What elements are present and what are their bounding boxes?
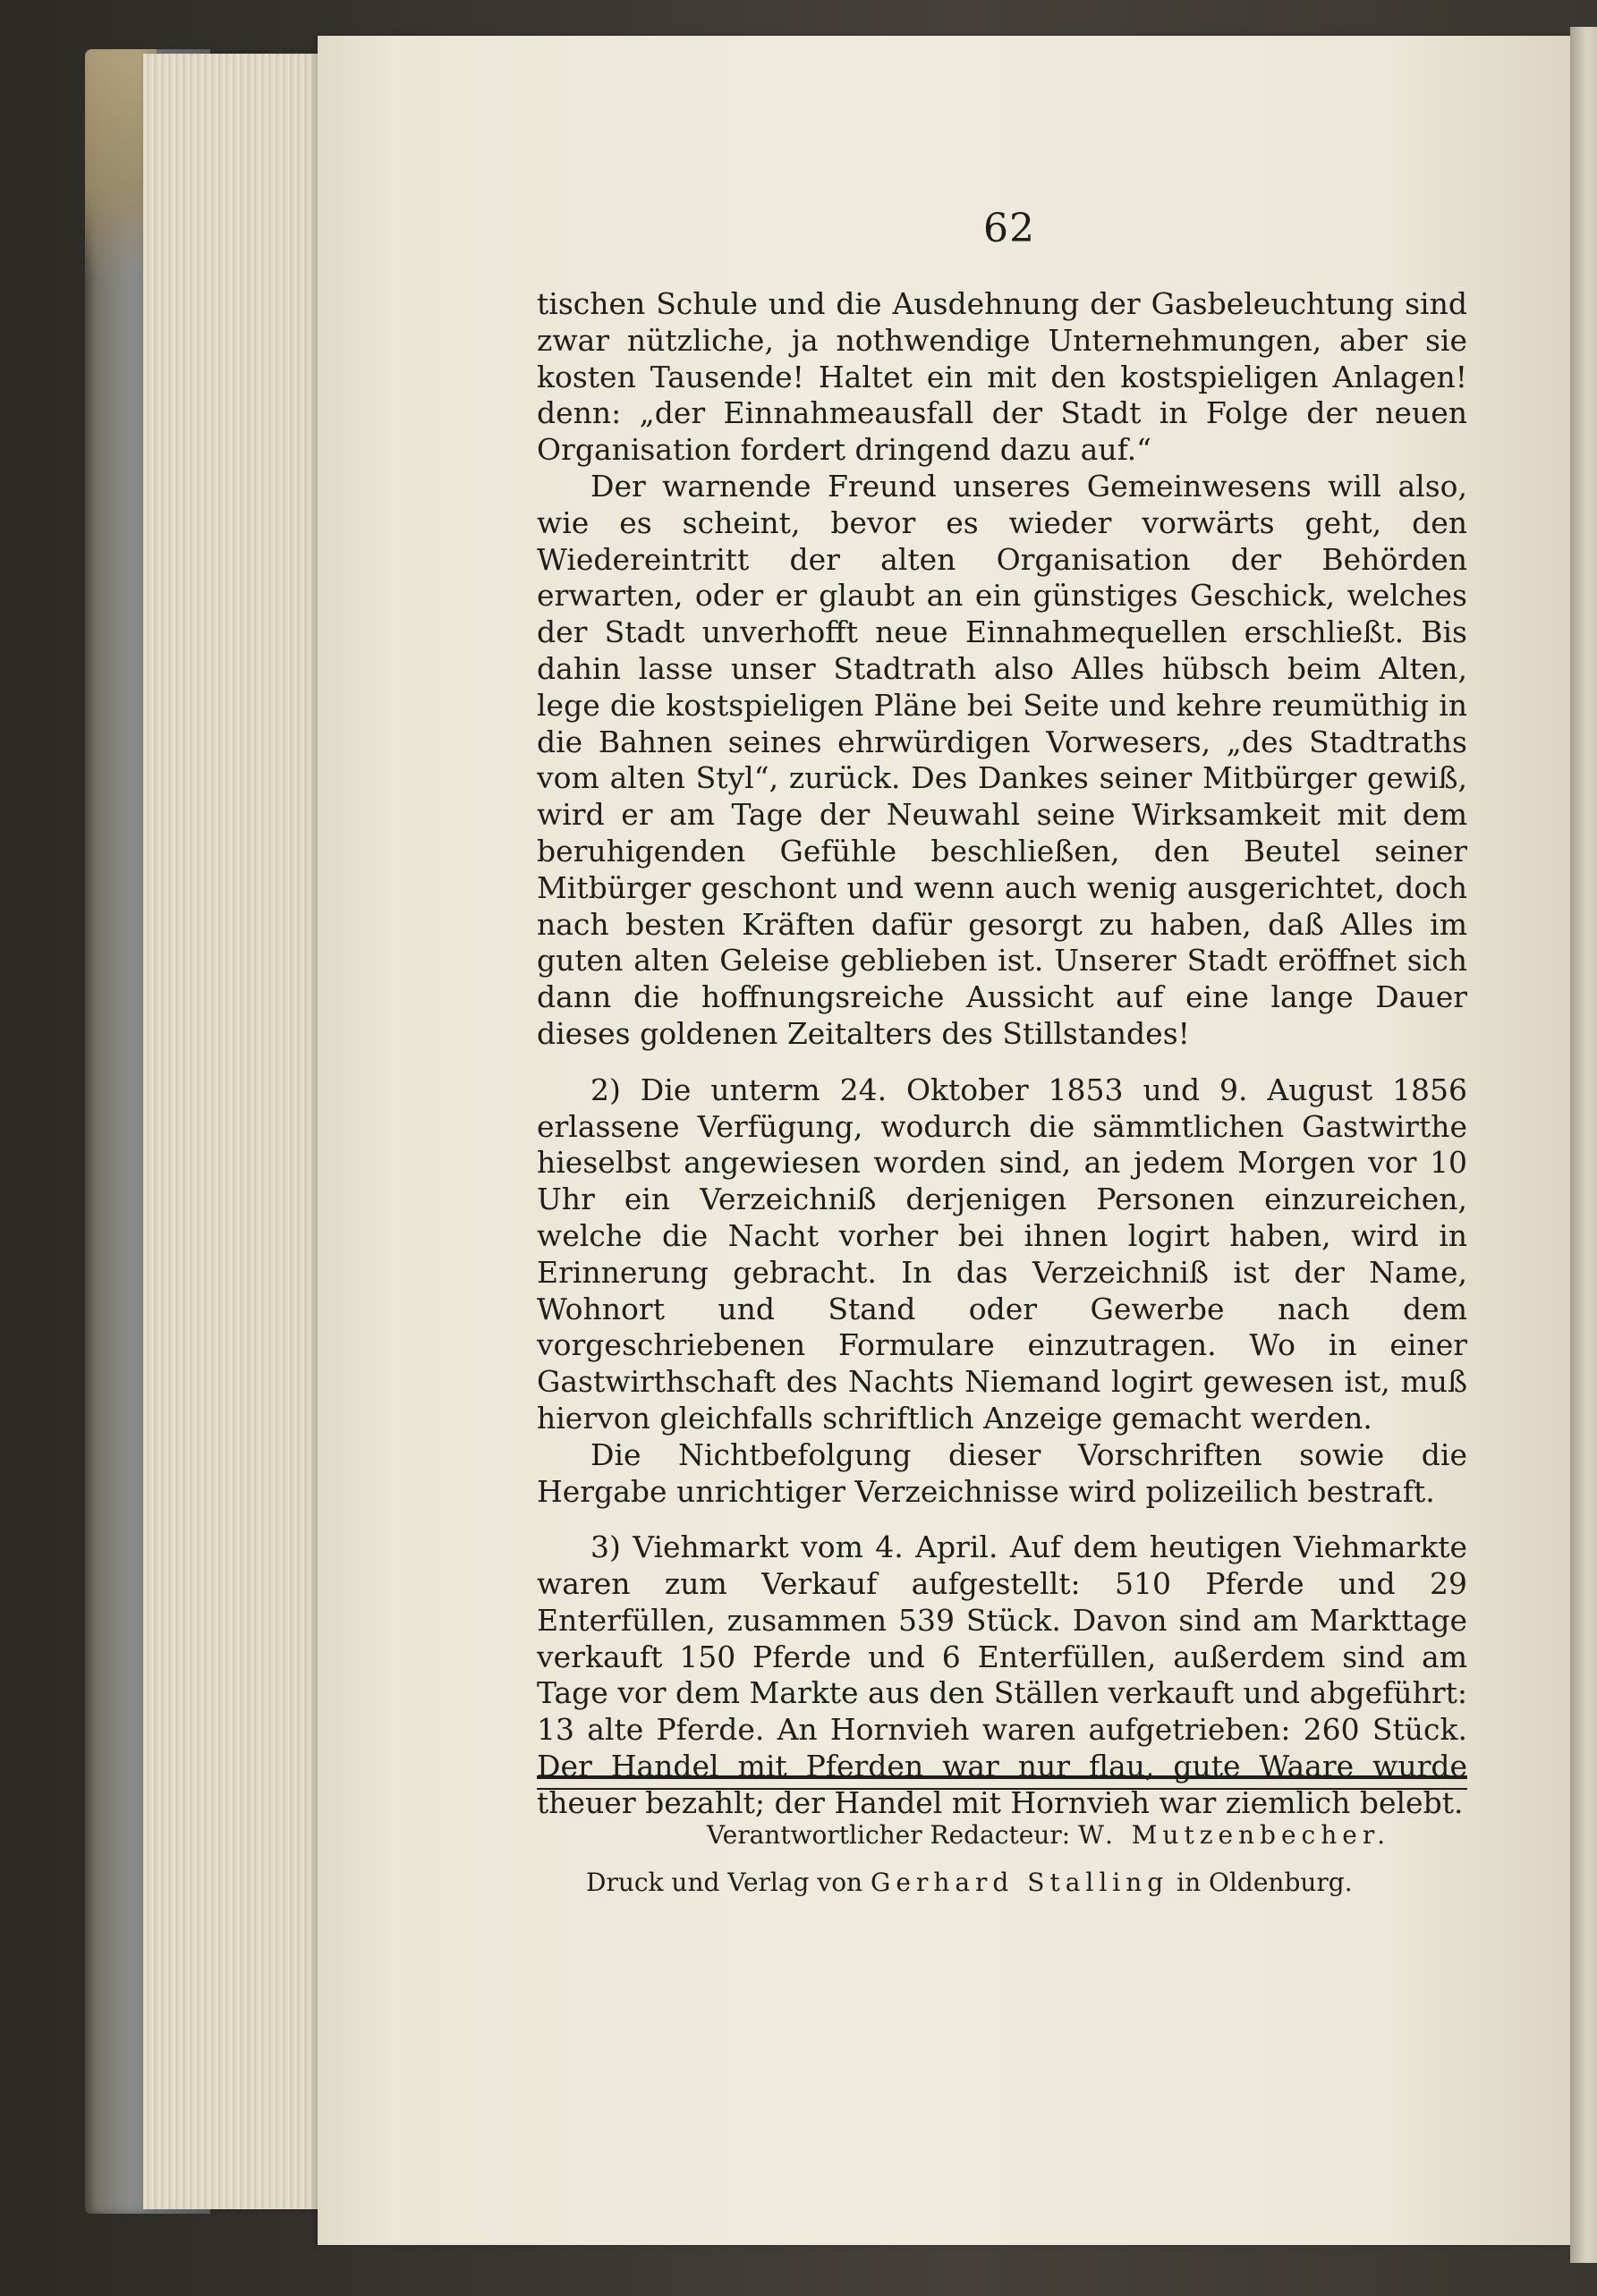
paragraph-continuation: tischen Schule und die Ausdehnung der Gasbeleuchtung sind zwar nützliche, ja nothwendige Unternehmungen, aber sie kosten Tausende! Haltet ein mit den kostspieligen Anlagen! denn: „der Einnahmeausfall der Stadt in Folge der neuen Organisation fordert dringend dazu auf.“ — [537, 286, 1467, 468]
page-number: 62 — [983, 206, 1035, 251]
facing-page-edge — [1570, 27, 1597, 2263]
page-edges — [143, 54, 322, 2209]
printer-credit — [586, 1868, 1353, 1897]
printer-name: Gerhard Stalling — [871, 1868, 1169, 1897]
paragraph-warning-friend: Der warnende Freund unseres Gemeinwesens will also, wie es scheint, bevor es wieder vorwärts geht, den Wiedereintritt der alten Organisation der Behörden erwarten, oder er glaubt an ein günstiges Geschick, welches der Stadt unverhofft neue Einnahmequellen erschließt. Bis dahin lasse unser Stadtrath also Alles hübsch beim Alten, lege die kostspieligen Pläne bei Seite und kehre reumüthig in die Bahnen seines ehrwürdigen Vorwesers, „des Stadtraths vom alten Styl“, zurück. Des Dankes seiner Mitbürger gewiß, wird er am Tage der Neuwahl seine Wirksamkeit mit dem beruhigenden Gefühle beschließen, den Beutel seiner Mitbürger geschont und wenn auch wenig ausgerichtet, doch nach besten Kräften dafür gesorgt zu haben, daß Alles im guten alten Geleise geblieben ist. Unserer Stadt eröffnet sich dann die hoffnungsreiche Aussicht auf eine lange Dauer dieses goldenen Zeitalters des Stillstandes! — [537, 468, 1467, 1051]
paragraph-cattle-market: 3) Viehmarkt vom 4. April. Auf dem heutigen Viehmarkte waren zum Verkauf aufgestellt: 510 Pferde und 29 Enterfüllen, zusammen 539 Stück. Davon sind am Markttage verkauft 150 Pferde und 6 Enterfüllen, außerdem sind am Tage vor dem Markte aus den Ställen verkauft und abgeführt: 13 alte Pferde. An Hornvieh waren aufgetrieben: 260 Stück. Der Handel mit Pferden war nur flau, gute Waare wurde theuer bezahlt; der Handel mit Hornvieh war ziemlich belebt. — [537, 1529, 1467, 1820]
editor-credit — [707, 1820, 1390, 1850]
editor-name: W. Mutzenbecher. — [1078, 1820, 1391, 1850]
body-text — [537, 286, 1467, 1822]
editor-label: Verantwortlicher Redacteur: — [707, 1820, 1071, 1850]
printer-suffix: in Oldenburg. — [1177, 1868, 1353, 1897]
printer-prefix: Druck und Verlag von — [586, 1868, 863, 1897]
footer-divider — [537, 1775, 1467, 1790]
paragraph-innkeepers-order: 2) Die unterm 24. Oktober 1853 und 9. August 1856 erlassene Verfügung, wodurch die sämmtlichen Gastwirthe hieselbst angewiesen worden sind, an jedem Morgen vor 10 Uhr ein Verzeichniß derjenigen Personen einzureichen, welche die Nacht vorher bei ihnen logirt haben, wird in Erinnerung gebracht. In das Verzeichniß ist der Name, Wohnort und Stand oder Gewerbe nach dem vorgeschriebenen Formulare einzutragen. Wo in einer Gastwirthschaft des Nachts Niemand logirt gewesen ist, muß hiervon gleichfalls schriftlich Anzeige gemacht werden. — [537, 1072, 1467, 1436]
paragraph-penalty: Die Nichtbefolgung dieser Vorschriften sowie die Hergabe unrichtiger Verzeichnisse wird polizeilich bestraft. — [537, 1436, 1467, 1509]
